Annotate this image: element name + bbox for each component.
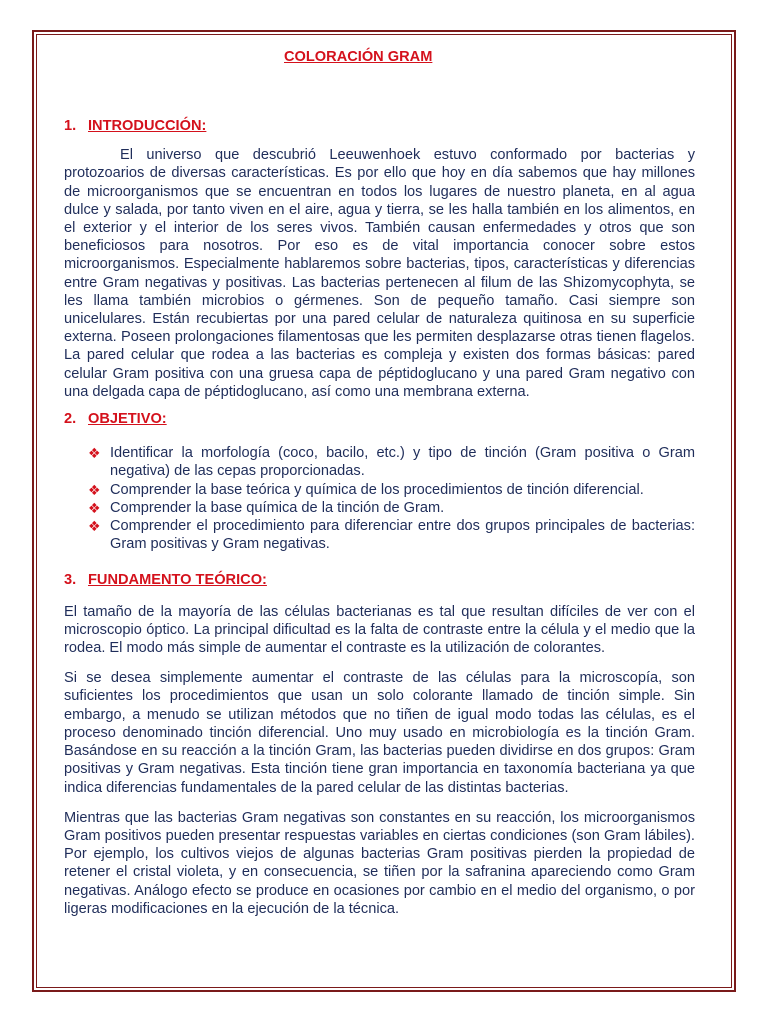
list-item [88, 517, 695, 553]
objectives-list [64, 444, 695, 553]
list-item [88, 444, 695, 480]
intro-paragraph: El universo que descubrió Leeuwenhoek estuvo conformado por bacterias y protozoarios de diversas características. Es por ello que hoy en día sabemos que hay millones de microorganismos que se encuentran en todos los lugares de nuestro planeta, en al agua dulce y salada, por tanto viven en el aire, agua y tierra, se les halla también en los alimentos, en el exterior y el interior de los seres vivos. También causan enfermedades y otros que son beneficiosos para nosotros. Por eso es de vital importancia conocer sobre estos microorganismos. Especialmente hablaremos sobre bacterias, tipos, características y diferencias entre Gram negativas y positivas. Las bacterias pertenecen al filum de las Shizomycophyta, se les llama también microbios o gérmenes. Son de pequeño tamaño. Casi siempre son unicelulares. Están recubiertas por una pared celular de naturaleza quitinosa en su superficie externa. Poseen prolongaciones filamentosas que les permiten desplazarse otras tienen flagelos. La pared celular que rodea a las bacterias es compleja y existen dos formas básicas: pared celular Gram positiva con una gruesa capa de péptidoglucano y una pared Gram negativo con una delgada capa de péptidoglucano, así como una membrana externa. [64, 147, 695, 400]
section-number: 3. [64, 572, 77, 589]
objective-text: Comprender el procedimiento para diferenciar entre dos grupos principales de bacterias: Gram positivas y Gram negativas. [110, 518, 695, 553]
objective-text: Comprender la base química de la tinción de Gram. [110, 499, 445, 516]
list-item [88, 481, 695, 499]
section-number: 1. [64, 118, 77, 134]
list-item [88, 499, 695, 517]
section-label: OBJETIVO: [88, 411, 167, 428]
diamond-bullet-icon: ❖ [88, 481, 101, 498]
section-heading-fundamento [64, 571, 695, 589]
objective-text: Identificar la morfología (coco, bacilo, etc.) y tipo de tinción (Gram positiva o Gram negativa) de las cepas proporcionadas. [110, 445, 695, 480]
diamond-bullet-icon: ❖ [88, 445, 101, 462]
fundamento-paragraph-1: El tamaño de la mayoría de las células bacterianas es tal que resultan difíciles de ver con el microscopio óptico. La principal dificultad es la falta de contraste entre la célula y el medio que la rodea. El modo más simple de aumentar el contraste es la utilización de colorantes. [64, 603, 695, 657]
diamond-bullet-icon: ❖ [88, 499, 101, 516]
objective-text: Comprender la base teórica y química de los procedimientos de tinción diferencial. [110, 481, 644, 498]
fundamento-paragraph-3: Mientras que las bacterias Gram negativas son constantes en su reacción, los microorganismos Gram positivos pueden presentar respuestas variables en ciertas condiciones (son Gram lábiles). Por ejemplo, los cultivos viejos de algunas bacterias Gram positivas pierden la propiedad de retener el cristal violeta, y en consecuencia, se tiñen por la safranina apareciendo como Gram negativas. Análogo efecto se produce en ocasiones por cambio en el medio del organismo, o por ligeras modificaciones en la ejecución de la técnica. [64, 809, 695, 917]
fundamento-paragraph-2: Si se desea simplemente aumentar el contraste de las células para la microscopía, son suficientes los procedimientos que usan un solo colorante llamado de tinción simple. Sin embargo, a menudo se utilizan métodos que no tiñen de igual modo todas las células, es el proceso denominado tinción diferencial. Uno muy usado en microbiología es la tinción Gram. Basándose en su reacción a la tinción Gram, las bacterias pueden dividirse en dos grupos: Gram positivas y Gram negativas. Esta tinción tiene gran importancia en taxonomía bacteriana ya que indica diferencias fundamentales de la pared celular de las distintas bacterias. [64, 670, 695, 796]
diamond-bullet-icon: ❖ [88, 518, 101, 535]
section-label: FUNDAMENTO TEÓRICO: [88, 572, 267, 589]
document-body [64, 48, 695, 918]
section-label: INTRODUCCIÓN: [88, 118, 207, 134]
section-heading-introduccion [64, 117, 695, 135]
section-number: 2. [64, 411, 77, 428]
document-title: COLORACIÓN GRAM [284, 49, 433, 65]
section-heading-objetivo [64, 410, 695, 428]
